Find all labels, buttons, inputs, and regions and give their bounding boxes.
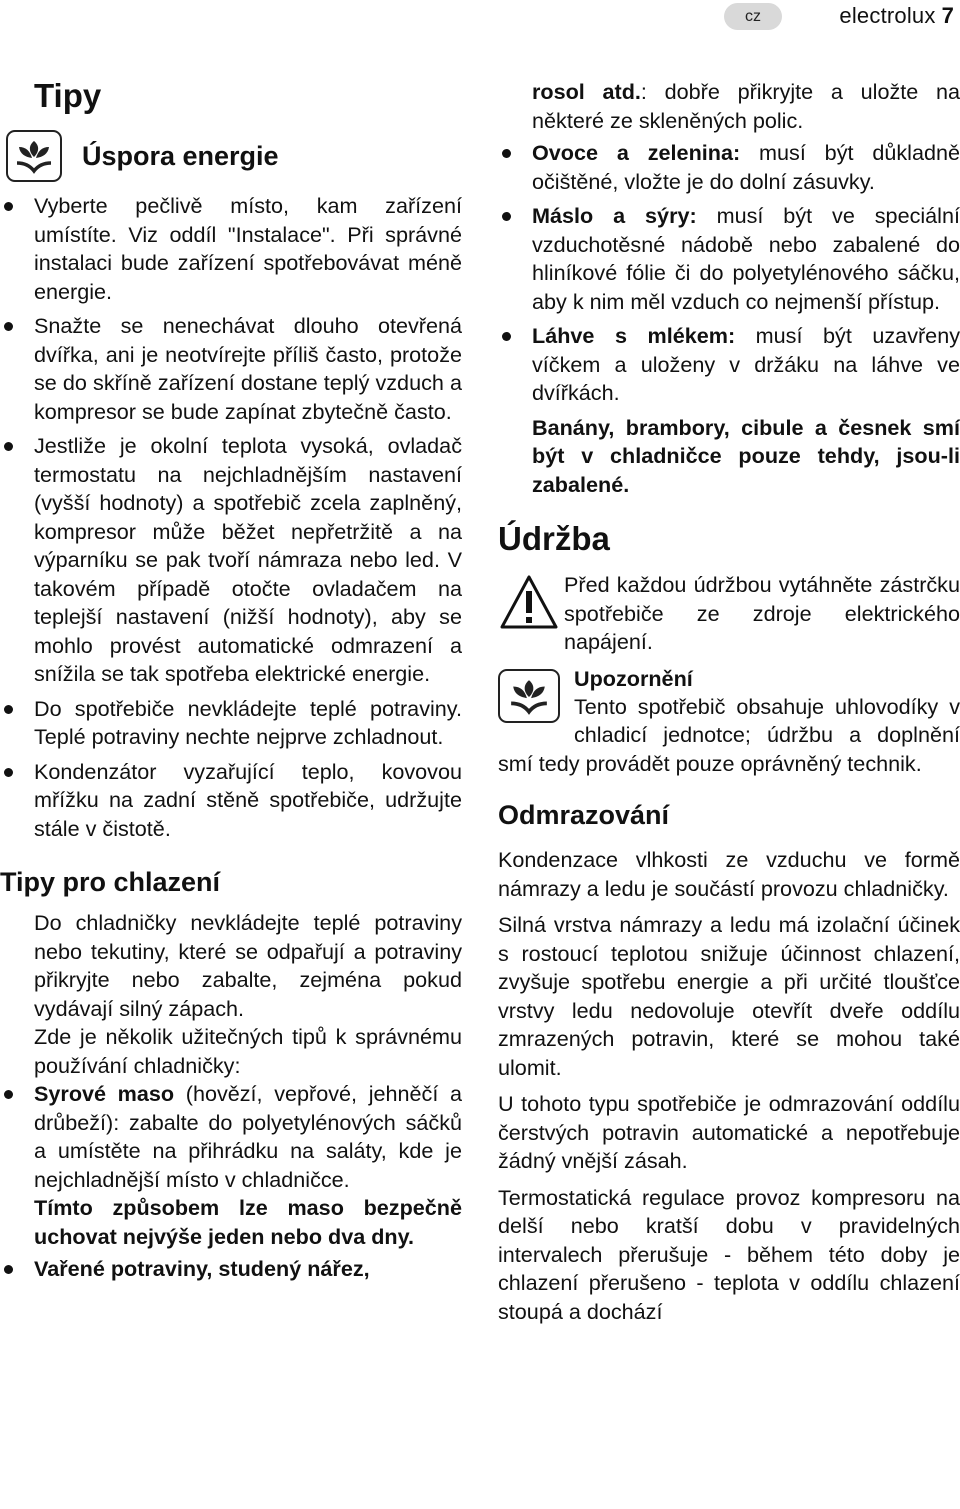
list-item-text: Kondenzátor vyzařující teplo, kovovou mřížku na zadní stěně spotřebiče, udržujte stále v čistotě. bbox=[34, 758, 462, 841]
list-item-text: Do spotřebiče nevkládejte teplé potraviny. Teplé potraviny nechte nejprve zchladnout. bbox=[34, 695, 462, 749]
section-title-tips: Tipy bbox=[34, 77, 102, 114]
cooling-intro-paragraph: Do chladničky nevkládejte teplé potraviny nebo tekutiny, které se odpařují a potraviny přikryjte nebo zabalte, zejména pokud vydávají silný zápach. bbox=[34, 910, 462, 1021]
page-number: 7 bbox=[941, 3, 954, 28]
notice-text: Tento spotřebič obsahuje uhlovodíky v chladicí jednotce; údržbu a doplnění smí tedy provádět pouze oprávněný technik. bbox=[498, 693, 960, 776]
heading-cooling-tips: Tipy pro chlazení bbox=[0, 867, 221, 897]
safety-warning bbox=[498, 571, 960, 657]
notice-box bbox=[498, 665, 960, 779]
food-storage-list bbox=[498, 139, 960, 408]
bullet-dot bbox=[4, 322, 13, 331]
list-item-label: Máslo a sýry: bbox=[532, 203, 697, 228]
list-item bbox=[498, 202, 960, 316]
defrost-paragraph: U tohoto typu spotřebiče je odmrazování oddílu čerstvých potravin automatické a nepotřebuje žádný vnější zásah. bbox=[498, 1091, 960, 1173]
list-item-label: Ovoce a zelenina: bbox=[532, 140, 741, 165]
warning-triangle-icon bbox=[498, 573, 560, 635]
list-item-label: Vařené potraviny, studený nářez, bbox=[34, 1256, 370, 1281]
list-item-label: Syrové maso bbox=[34, 1081, 175, 1106]
heading-maintenance: Údržba bbox=[498, 520, 610, 557]
meat-storage-note bbox=[0, 1194, 462, 1251]
cooling-tips-list bbox=[0, 1080, 462, 1194]
note-text: Tímto způsobem lze maso bezpečně uchovat nejvýše jeden nebo dva dny. bbox=[34, 1195, 462, 1249]
eco-leaf-icon bbox=[498, 669, 560, 723]
defrost-paragraph: Kondenzace vlhkosti ze vzduchu ve formě námrazy a ledu je součástí provozu chladničky. bbox=[498, 847, 960, 901]
bullet-dot bbox=[4, 705, 13, 714]
cooling-tips-list-cont bbox=[0, 1255, 462, 1284]
bullet-dot bbox=[502, 332, 511, 341]
bullet-dot bbox=[4, 1090, 13, 1099]
list-item-text: Jestliže je okolní teplota vysoká, ovladač termostatu na nejchladnějším nastavení (vyšší hodnoty) a spotřebič zcela zaplněný, kompresor může běžet nepřetržitě a na výparníku se pak tvoří námraza nebo led. V takovém případě otočte ovladačem na teplejší nastavení (nižší hodnoty), aby se mohlo provést automatické odmrazení a snížila se tak spotřeba elektrické energie. bbox=[34, 433, 462, 686]
energy-heading-row bbox=[0, 130, 462, 182]
heading-defrosting: Odmrazování bbox=[498, 800, 670, 830]
bullet-dot bbox=[4, 1265, 13, 1274]
list-item-text: musí být důkladně očištěné, vložte je do dolní zásuvky. bbox=[532, 140, 960, 194]
heading-energy-saving: Úspora energie bbox=[82, 141, 279, 171]
cooling-tips-intro: Zde je několik užitečných tipů k správnému používání chladničky: bbox=[34, 1024, 462, 1078]
list-item-label: rosol atd. bbox=[532, 79, 641, 104]
bullet-dot bbox=[4, 442, 13, 451]
list-item-label: Láhve s mlékem: bbox=[532, 323, 736, 348]
list-item-text: Vyberte pečlivě místo, kam zařízení umístíte. Viz oddíl "Instalace". Při správné instalaci bude zařízení spotřebovávat méně energie. bbox=[34, 193, 462, 304]
defrost-paragraph: Silná vrstva námrazy a ledu má izolační účinek s rostoucí teplotou snižuje účinnost chlazení, zvyšuje spotřebu energie a při určité tloušťce vrstvy ledu nedovoluje otevřít dveře oddílu zmrazených potravin, které se mohou také ulomit. bbox=[498, 912, 960, 1080]
language-badge: cz bbox=[724, 3, 782, 30]
eco-leaf-icon bbox=[6, 130, 62, 182]
list-item bbox=[0, 1255, 462, 1284]
list-item-text: Snažte se nenechávat dlouho otevřená dvířka, ani je neotvírejte příliš často, protože se do skříně zařízení dostane teplý vzduch a kompresor se bude zapínat zbytečně často. bbox=[34, 313, 462, 424]
page-header bbox=[0, 0, 960, 34]
list-item-text: musí být ve speciální vzduchotěsné nádobě nebo zabalené do hliníkové fólie či do polyetylénového sáčku, aby k nim měl vzduch co nejmenší přístup. bbox=[532, 203, 960, 314]
list-item bbox=[0, 432, 462, 689]
notice-heading: Upozornění bbox=[574, 665, 693, 691]
energy-tips-list bbox=[0, 192, 462, 843]
right-column bbox=[498, 78, 960, 1326]
list-item-text: (hovězí, vepřové, jehněčí a drůbeží): zabalte do polyetylénových sáčků a umístěte na přihrádku na saláty, kde je nejchladnější místo v chladničce. bbox=[34, 1081, 462, 1192]
list-item bbox=[0, 758, 462, 844]
list-item bbox=[0, 192, 462, 306]
note-text: Banány, brambory, cibule a česnek smí být v chladničce pouze tehdy, jsou-li zabalené. bbox=[532, 414, 960, 497]
left-column bbox=[0, 70, 462, 1290]
warning-text: Před každou údržbou vytáhněte zástrčku spotřebiče ze zdroje elektrického napájení. bbox=[564, 572, 960, 654]
vegetable-storage-note bbox=[498, 414, 960, 500]
list-item bbox=[498, 139, 960, 196]
list-item bbox=[0, 1080, 462, 1194]
defrost-paragraph: Termostatická regulace provoz kompresoru na delší nebo kratší dobu v pravidelných intervalech přerušuje - během této doby je chlazení přerušeno - teplota v oddílu chlazení stoupá a dochází bbox=[498, 1184, 960, 1324]
list-item bbox=[0, 695, 462, 752]
brand-name: electrolux bbox=[839, 3, 936, 28]
list-item-text: : dobře přikryjte a uložte na některé ze skleněných polic. bbox=[532, 79, 960, 133]
list-item bbox=[498, 322, 960, 408]
cooked-food-continued bbox=[498, 78, 960, 135]
brand-page-label bbox=[839, 3, 954, 29]
bullet-dot bbox=[4, 202, 13, 211]
bullet-dot bbox=[502, 149, 511, 158]
list-item bbox=[0, 312, 462, 426]
bullet-dot bbox=[502, 212, 511, 221]
bullet-dot bbox=[4, 768, 13, 777]
list-item-text: musí být uzavřeny víčkem a uloženy v držáku na láhve ve dvířkách. bbox=[532, 323, 960, 405]
